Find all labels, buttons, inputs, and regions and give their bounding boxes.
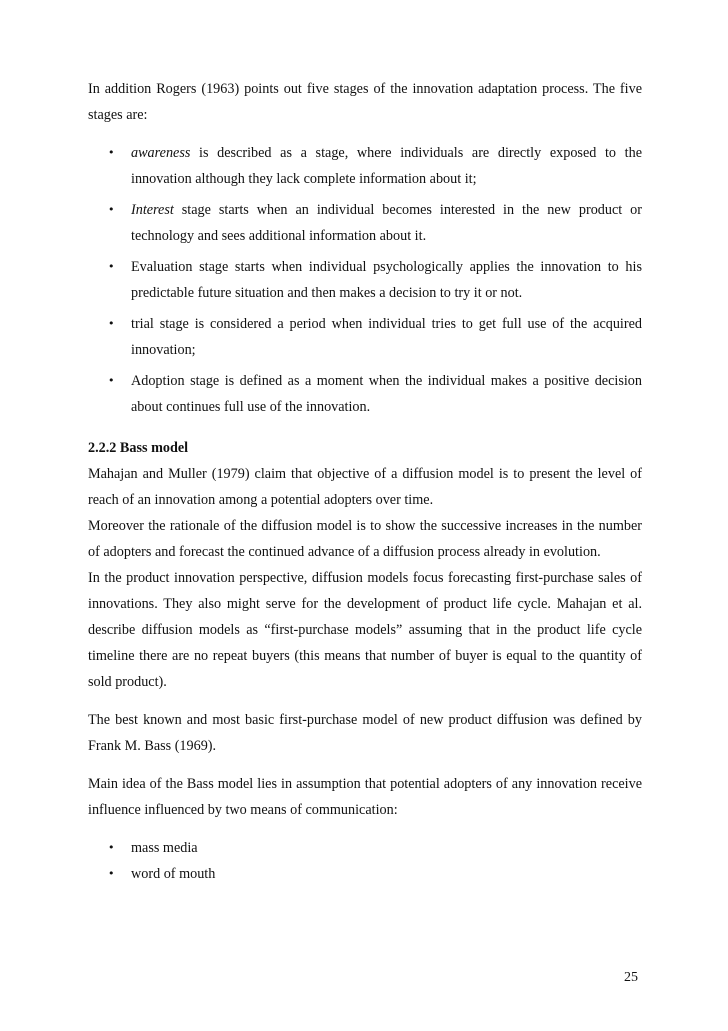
paragraph-best-known: The best known and most basic first-purchase model of new product diffusion was defined by Frank M. Bass (1969).: [88, 712, 642, 754]
stage-text: stage starts when an individual becomes interested in the new product or technology and sees additional information about it.: [131, 202, 642, 244]
stage-text: trial stage is considered a period when individual tries to get full use of the acquired innovation;: [131, 316, 642, 358]
bullet-icon: •: [108, 317, 115, 330]
bullet-icon: •: [108, 841, 115, 854]
paragraph-main-idea: Main idea of the Bass model lies in assumption that potential adopters of any innovation receive influence influenced by two means of communication:: [88, 776, 642, 818]
stage-term: Interest: [131, 202, 174, 218]
intro-paragraph: In addition Rogers (1963) points out five stages of the innovation adaptation process. The five stages are:: [88, 81, 642, 123]
page-number: 25: [624, 970, 638, 985]
communication-mean: mass media: [131, 840, 198, 856]
stages-list: [88, 140, 642, 420]
list-item: [88, 368, 642, 420]
bullet-icon: •: [108, 867, 115, 880]
bullet-icon: •: [108, 374, 115, 387]
paragraph-perspective: In the product innovation perspective, diffusion models focus forecasting first-purchase sales of innovations. They also might serve for the development of product life cycle. Mahajan et al. describe diffusion models as “first-purchase models” assuming that in the product life cycle timeline there are no repeat buyers (this means that number of buyer is equal to the quantity of sold product).: [88, 570, 642, 690]
list-item: [88, 197, 642, 249]
list-item: [88, 254, 642, 306]
stage-text: Evaluation stage starts when individual psychologically applies the innovation to his predictable future situation and then makes a decision to try it or not.: [131, 259, 642, 301]
bullet-icon: •: [108, 146, 115, 159]
paragraph-mahajan: Mahajan and Muller (1979) claim that objective of a diffusion model is to present the level of reach of an innovation among a potential adopters over time.: [88, 466, 642, 508]
list-item: [88, 140, 642, 192]
list-item: [88, 861, 642, 887]
list-item: [88, 835, 642, 861]
list-item: [88, 311, 642, 363]
communication-list: [88, 835, 642, 887]
stage-text: is described as a stage, where individuals are directly exposed to the innovation although they lack complete information about it;: [131, 145, 642, 187]
bullet-icon: •: [108, 260, 115, 273]
communication-mean: word of mouth: [131, 866, 216, 882]
stage-term: awareness: [131, 145, 191, 161]
document-page: [88, 76, 642, 887]
paragraph-rationale: Moreover the rationale of the diffusion model is to show the successive increases in the number of adopters and forecast the continued advance of a diffusion process already in evolution.: [88, 518, 642, 560]
stage-text: Adoption stage is defined as a moment when the individual makes a positive decision about continues full use of the innovation.: [131, 373, 642, 415]
bullet-icon: •: [108, 203, 115, 216]
section-heading: 2.2.2 Bass model: [88, 440, 189, 456]
